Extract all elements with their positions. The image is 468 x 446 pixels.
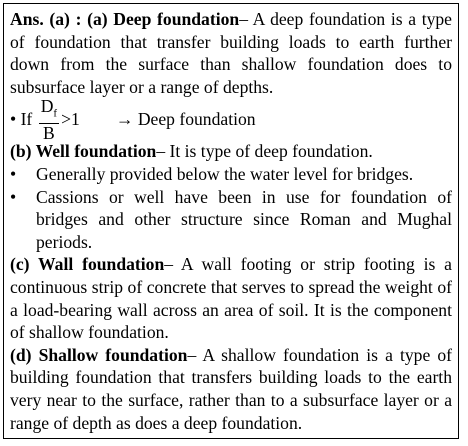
formula-if: If (20, 109, 33, 130)
wall-foundation-heading: (c) Wall foundation (10, 254, 165, 275)
formula-line (10, 96, 452, 143)
shallow-foundation-heading: (d) Shallow foundation (10, 344, 188, 365)
fraction (39, 97, 59, 142)
list-item: • Generally provided below the water level for bridges. (10, 163, 414, 184)
wall-foundation-text: – A wall footing or strip footing is a continuous strip of concrete that serves to spread the weight of a load-bearing wall across an area of soil. It is the component of shallow foundation. (10, 254, 452, 343)
answer-box (3, 3, 459, 439)
well-foundation-text: – It is type of deep foundation. (156, 141, 373, 162)
list-item: • Cassions or well have been in use for foundation of bridges and other structure since Roman and Mughal periods. (10, 186, 452, 252)
fraction-numerator: $D_f$ (39, 97, 59, 124)
shallow-foundation-paragraph (10, 344, 452, 434)
well-foundation-heading: (b) Well foundation (10, 141, 157, 162)
arrow-icon: → (115, 109, 134, 130)
shallow-foundation-text: – A shallow foundation is a type of building foundation that transfers building loads to the earth very near to the surface, rather than to a subsurface layer or a range of depth as does a deep foundation. (10, 344, 453, 433)
deep-foundation-paragraph (10, 8, 452, 98)
bullet: • (10, 186, 17, 207)
bullet: • (10, 163, 17, 184)
fraction-denominator: B (43, 122, 55, 143)
bullet: • (10, 109, 17, 130)
formula-relation: >1 (61, 109, 80, 130)
wall-foundation-paragraph (10, 253, 452, 343)
deep-foundation-text: – A deep foundation is a type of foundation that transfer building loads to earth further down from the surface than shallow foundation does to subsurface layer or a range of depths. (10, 9, 452, 97)
well-foundation-paragraph (10, 140, 452, 163)
deep-foundation-heading: Ans. (a) : (a) Deep foundation (10, 9, 240, 29)
formula-result: Deep foundation (137, 109, 256, 130)
